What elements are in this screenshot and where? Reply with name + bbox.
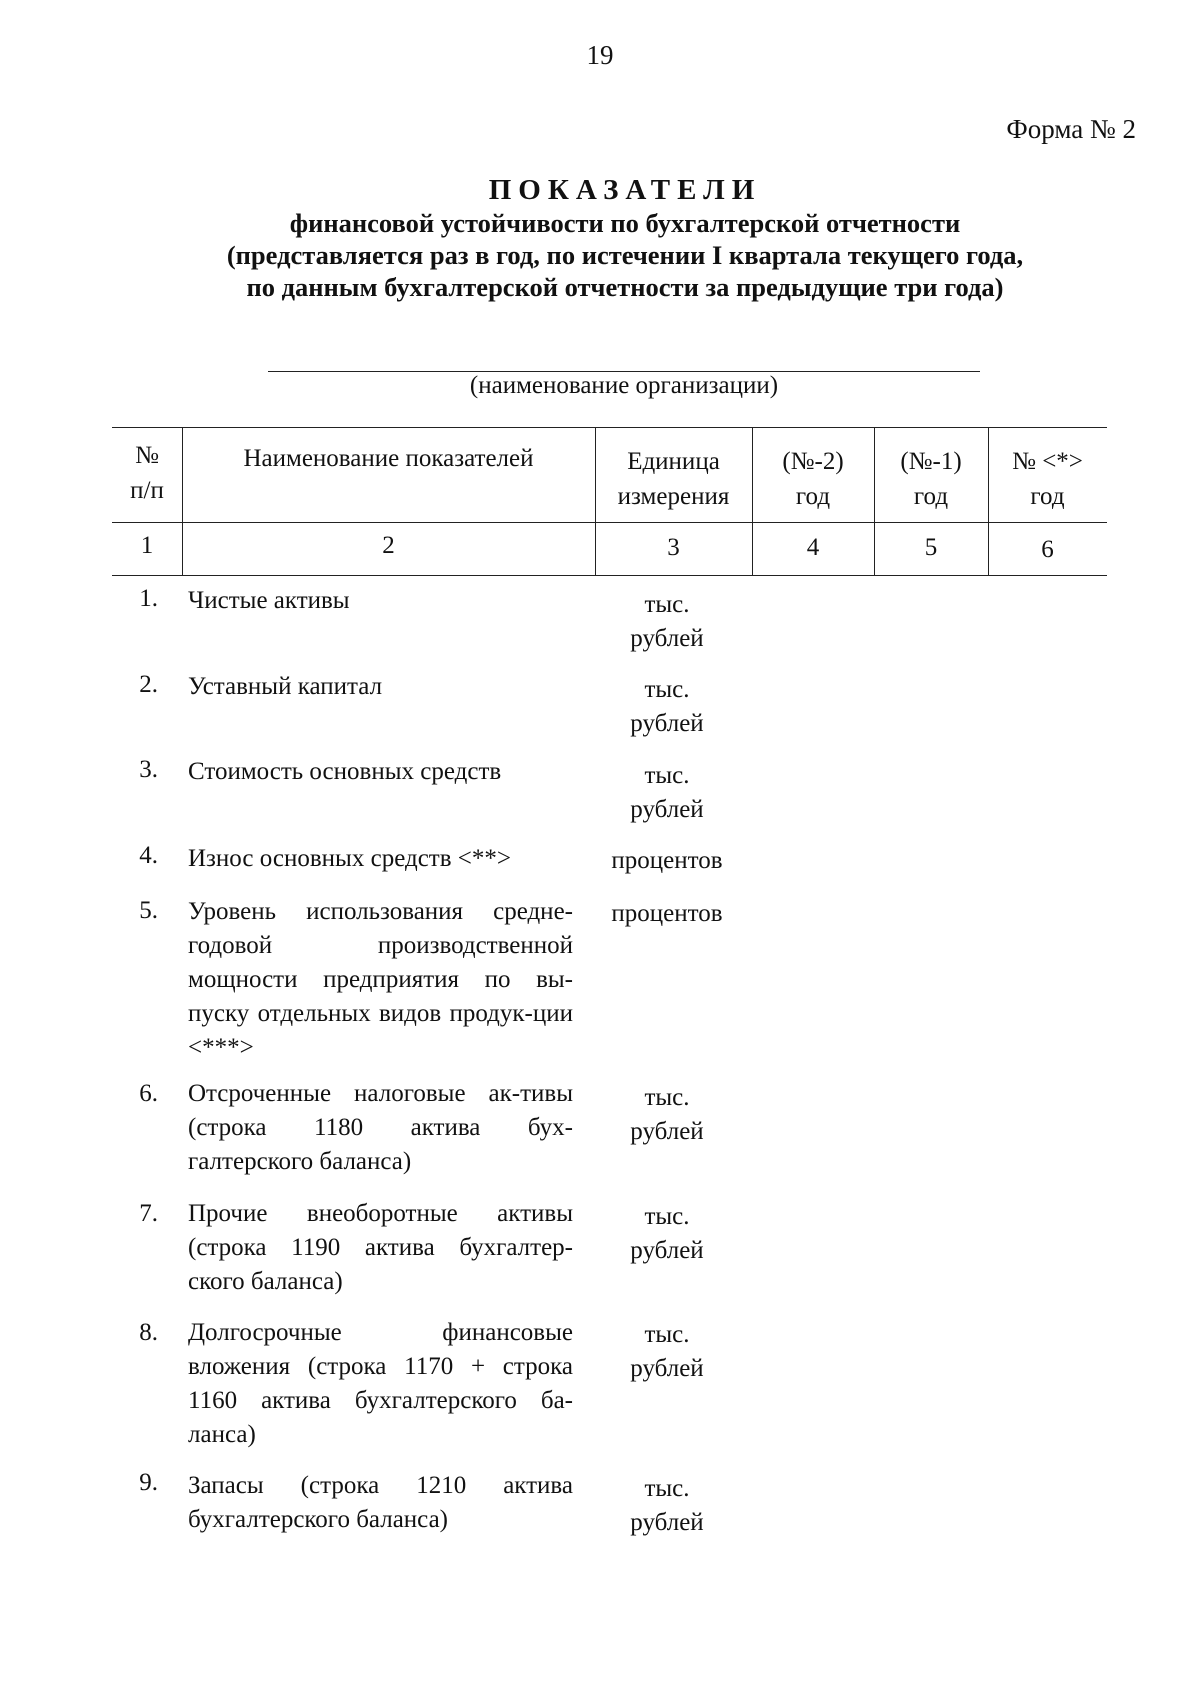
row-number: 6. xyxy=(139,1080,158,1107)
row-unit-line2: рублей xyxy=(630,1355,704,1382)
row-number: 9. xyxy=(139,1469,158,1496)
row-indicator-name: Уровень использования средне-годовой производственной мощности предприятия по вы-пуску отдельных видов продук-ции <***> xyxy=(188,898,573,1061)
row-unit xyxy=(596,673,738,741)
header-col-year-current-line1: № <*> xyxy=(1012,448,1083,475)
row-unit-line1: тыс. xyxy=(644,762,690,789)
row-unit-line2: рублей xyxy=(630,710,704,737)
column-number-1: 1 xyxy=(140,532,154,559)
column-number-5: 5 xyxy=(924,534,938,561)
row-unit-line1: тыс. xyxy=(644,1203,690,1230)
header-col-unit xyxy=(595,444,752,514)
row-indicator-name: Чистые активы xyxy=(188,587,350,614)
table-header-bottom-border xyxy=(112,575,1107,576)
header-col-number xyxy=(112,438,182,508)
row-unit-line1: тыс. xyxy=(644,591,690,618)
row-unit-line1: тыс. xyxy=(644,1475,690,1502)
row-number: 1. xyxy=(139,585,158,612)
row-indicator-name: Уставный капитал xyxy=(188,673,383,700)
title-line-2: (представляется раз в год, по истечении I квартала текущего года, xyxy=(226,240,1024,270)
header-col-unit-line2: измерения xyxy=(617,483,730,510)
row-unit xyxy=(596,759,738,827)
header-col-year-minus-2-line2: год xyxy=(795,483,831,510)
row-unit xyxy=(596,1318,738,1386)
row-number: 5. xyxy=(139,897,158,924)
table-top-border xyxy=(112,427,1107,428)
row-number: 3. xyxy=(139,756,158,783)
header-divider xyxy=(112,522,1107,523)
form-label: Форма № 2 xyxy=(1006,114,1136,144)
header-col-number-line2: п/п xyxy=(130,477,164,504)
row-unit-line2: рублей xyxy=(630,1509,704,1536)
title-block xyxy=(0,173,1200,303)
header-col-year-current xyxy=(988,444,1107,514)
row-indicator-name: Долгосрочные финансовые вложения (строка 1170 + строка 1160 актива бухгалтерского ба-ланса) xyxy=(188,1319,573,1448)
row-indicator-name: Стоимость основных средств xyxy=(188,758,502,785)
column-number-2: 2 xyxy=(382,532,395,559)
row-number: 7. xyxy=(139,1200,158,1227)
row-unit-line1: процентов xyxy=(611,900,723,927)
header-col-name: Наименование показателей xyxy=(243,445,534,472)
column-number-4: 4 xyxy=(806,534,820,561)
row-unit xyxy=(596,1081,738,1149)
row-number: 2. xyxy=(139,671,158,698)
row-number: 4. xyxy=(139,842,158,869)
header-col-year-minus-1-line1: (№-1) xyxy=(900,448,962,475)
row-unit xyxy=(596,1200,738,1268)
row-unit-line2: рублей xyxy=(630,1118,704,1145)
document-title: ПОКАЗАТЕЛИ xyxy=(488,174,762,206)
header-col-unit-line1: Единица xyxy=(627,448,720,475)
row-indicator-name: Прочие внеоборотные активы (строка 1190 актива бухгалтер-ского баланса) xyxy=(188,1200,573,1295)
header-col-number-line1: № xyxy=(135,442,159,469)
header-col-year-current-line2: год xyxy=(1030,483,1065,510)
row-number: 8. xyxy=(139,1319,158,1346)
row-unit xyxy=(596,1472,738,1540)
row-unit-line2: рублей xyxy=(630,625,704,652)
header-col-year-minus-1 xyxy=(874,444,988,514)
title-line-1: финансовой устойчивости по бухгалтерской отчетности xyxy=(289,208,961,238)
header-col-year-minus-2-line1: (№-2) xyxy=(782,448,844,475)
row-unit xyxy=(596,844,738,878)
row-unit-line1: тыс. xyxy=(644,1084,690,1111)
organization-caption: (наименование организации) xyxy=(469,372,779,399)
row-unit-line2: рублей xyxy=(630,796,704,823)
row-indicator-name: Отсроченные налоговые ак-тивы (строка 1180 актива бух-галтерского баланса) xyxy=(188,1080,573,1175)
row-unit-line1: процентов xyxy=(611,847,723,874)
page-number: 19 xyxy=(586,40,614,70)
row-unit-line1: тыс. xyxy=(644,676,690,703)
row-indicator-name: Запасы (строка 1210 актива бухгалтерского баланса) xyxy=(188,1472,573,1533)
header-col-year-minus-2 xyxy=(752,444,874,514)
title-line-3: по данным бухгалтерской отчетности за предыдущие три года) xyxy=(246,272,1004,302)
column-number-3: 3 xyxy=(667,534,680,561)
row-indicator-name: Износ основных средств <**> xyxy=(188,845,511,872)
row-unit xyxy=(596,588,738,656)
header-col-year-minus-1-line2: год xyxy=(913,483,949,510)
column-number-6: 6 xyxy=(1041,536,1054,563)
row-unit-line1: тыс. xyxy=(644,1321,690,1348)
row-unit-line2: рублей xyxy=(630,1237,704,1264)
row-unit xyxy=(596,897,738,931)
